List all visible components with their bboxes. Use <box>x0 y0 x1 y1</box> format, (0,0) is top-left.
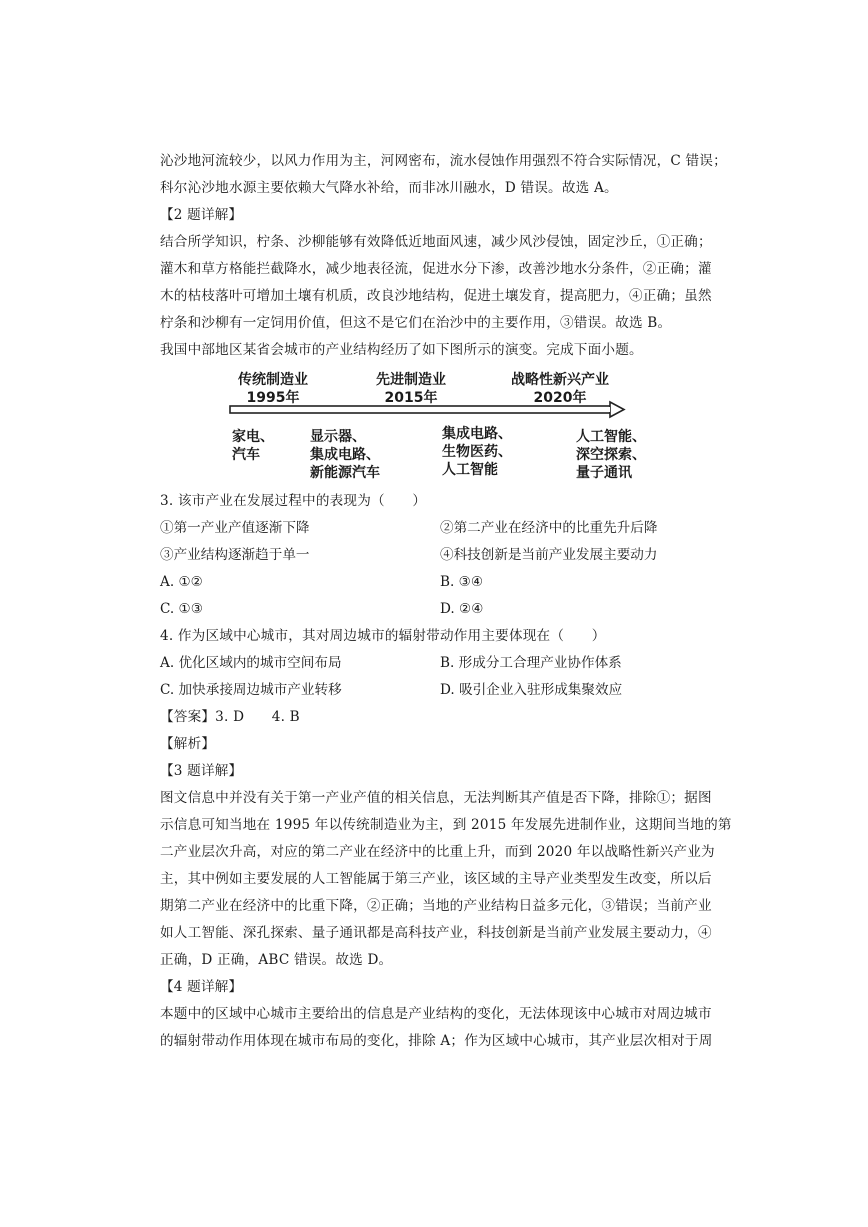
industry-item: 人工智能 <box>442 462 498 478</box>
q3-option-b: B. ③④ <box>440 574 484 590</box>
text-line: 结合所学知识，柠条、沙柳能够有效降低近地面风速，减少风沙侵蚀，固定沙丘，①正确； <box>160 234 712 250</box>
stage-name: 传统制造业 <box>238 372 308 388</box>
q3-statement-4: ④科技创新是当前产业发展主要动力 <box>440 547 658 563</box>
industry-item: 集成电路、 <box>442 426 512 442</box>
question-intro: 我国中部地区某省会城市的产业结构经历了如下图所示的演变。完成下面小题。 <box>160 342 643 358</box>
text-line: 图文信息中并没有关于第一产业产值的相关信息，无法判断其产值是否下降，排除①；据图 <box>160 790 712 806</box>
industry-item: 显示器、 <box>310 429 366 445</box>
section-header: 【3 题详解】 <box>160 763 243 779</box>
question-4-stem: 4. 作为区域中心城市，其对周边城市的辐射带动作用主要体现在（ ） <box>160 628 606 644</box>
text-line: 灌木和草方格能拦截降水，减少地表径流，促进水分下渗，改善沙地水分条件，②正确；灌 <box>160 261 712 277</box>
section-header: 【4 题详解】 <box>160 979 243 995</box>
text-line: 期第二产业在经济中的比重下降，②正确；当地的产业结构日益多元化，③错误；当前产业 <box>160 898 712 914</box>
industry-evolution-diagram <box>228 370 648 485</box>
industry-group-2020 <box>576 428 646 482</box>
text-line: 正确，D 正确，ABC 错误。故选 D。 <box>160 952 393 968</box>
q4-option-a: A. 优化区域内的城市空间布局 <box>160 655 342 671</box>
q3-option-c: C. ①③ <box>160 601 203 617</box>
q3-statement-3: ③产业结构逐渐趋于单一 <box>160 547 310 563</box>
q4-option-c: C. 加快承接周边城市产业转移 <box>160 682 342 698</box>
question-3-stem: 3. 该市产业在发展过程中的表现为（ ） <box>160 493 427 509</box>
industry-item: 汽车 <box>232 447 260 463</box>
q4-option-d: D. 吸引企业入驻形成集聚效应 <box>440 682 623 698</box>
text-line: 木的枯枝落叶可增加土壤有机质，改良沙地结构，促进土壤发育，提高肥力，④正确；虽然 <box>160 288 712 304</box>
text-line: 二产业层次升高，对应的第二产业在经济中的比重上升，而到 2020 年以战略性新兴产业为 <box>160 844 715 860</box>
stage-year: 2020年 <box>533 390 587 406</box>
q3-statement-2: ②第二产业在经济中的比重先升后降 <box>440 520 658 536</box>
text-line: 的辐射带动作用体现在城市布局的变化，排除 A；作为区域中心城市，其产业层次相对于周 <box>160 1033 713 1049</box>
text-line: 沁沙地河流较少，以风力作用为主，河网密布，流水侵蚀作用强烈不符合实际情况，C 错误； <box>160 153 727 169</box>
industry-group-2015 <box>442 425 512 479</box>
text-line: 科尔沁沙地水源主要依赖大气降水补给，而非冰川融水，D 错误。故选 A。 <box>160 180 618 196</box>
industry-group-1995 <box>232 428 274 464</box>
q3-option-d: D. ②④ <box>440 601 484 617</box>
text-line: 柠条和沙柳有一定饲用价值，但这不是它们在治沙中的主要作用，③错误。故选 B。 <box>160 315 672 331</box>
stage-year: 1995年 <box>246 390 300 406</box>
industry-item: 生物医药、 <box>442 444 512 460</box>
stage-name: 战略性新兴产业 <box>511 372 609 388</box>
industry-item: 人工智能、 <box>576 429 646 445</box>
stage-name: 先进制造业 <box>376 372 446 388</box>
q4-option-b: B. 形成分工合理产业协作体系 <box>440 655 622 671</box>
answer-line: 【答案】3. D 4. B <box>160 709 300 725</box>
stage-year: 2015年 <box>384 390 438 406</box>
industry-item: 家电、 <box>232 429 274 445</box>
q3-statement-1: ①第一产业产值逐渐下降 <box>160 520 310 536</box>
text-line: 本题中的区域中心城市主要给出的信息是产业结构的变化，无法体现该中心城市对周边城市 <box>160 1006 712 1022</box>
industry-group-transition <box>310 428 380 482</box>
industry-item: 量子通讯 <box>576 465 632 481</box>
timeline-arrow <box>228 400 628 420</box>
text-line: 主，其中例如主要发展的人工智能属于第三产业，该区域的主导产业类型发生改变，所以后 <box>160 871 712 887</box>
industry-item: 集成电路、 <box>310 447 380 463</box>
text-line: 如人工智能、深孔探索、量子通讯都是高科技产业，科技创新是当前产业发展主要动力，④ <box>160 925 712 941</box>
q3-option-a: A. ①② <box>160 574 203 590</box>
section-header: 【2 题详解】 <box>160 207 243 223</box>
industry-item: 深空探索、 <box>576 447 646 463</box>
industry-item: 新能源汽车 <box>310 465 380 481</box>
text-line: 示信息可知当地在 1995 年以传统制造业为主，到 2015 年发展先进制作业，这期间当地的第 <box>160 817 732 833</box>
analysis-header: 【解析】 <box>160 736 216 752</box>
